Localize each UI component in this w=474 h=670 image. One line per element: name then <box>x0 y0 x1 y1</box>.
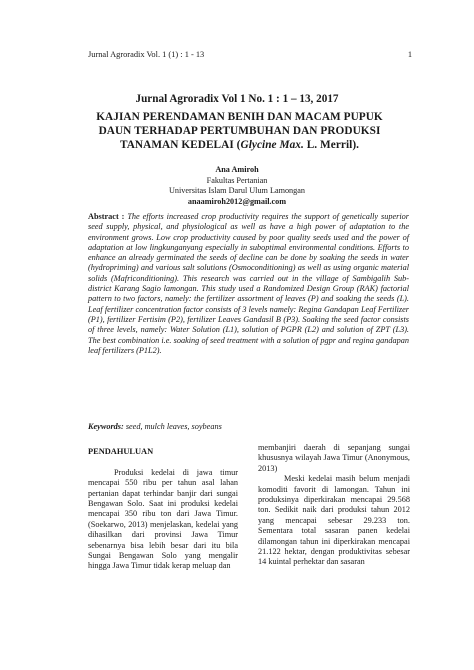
running-header <box>88 50 412 59</box>
keywords-text: seed, mulch leaves, soybeans <box>123 422 222 431</box>
keywords <box>88 422 409 431</box>
abstract-text: The efforts increased crop productivity requires the support of genetically superior seed supply, physical, and physiological as well as have a high power of adaptation to the environment grows. Low crop productivity caused by poor quality seeds used and the power of adaptation at low lingkunganyang especially in suboptimal environmental conditions. Efforts to enhance an already germinated the seeds of decline can be done by soaking the seeds in water (hydropriming) and various salt solutions (Osmoconditioning) as well as using organic material solids (Mafriconditioning). This research was carried out in the village of Sambigalih Sub-district Karang Sagio lamongan. This study used a Randomized Design Group (RAK) factorial pattern to two factors, namely: the fertilizer assortment of leaves (P) and soaking the seeds (L). Leaf fertilizer concentration factor consists of 3 levels namely: Regina Gandapan Leaf Fertilizer (P1), fertilizer Fertisim (P2), fertilizer Leaves Gandasil B (P3). Soaking the seed factor consists of three levels, namely: Water Solution (L1), solution of PGPR (L2) and solution of ZPT (L3). The best combination i.e. soaking of seed treatment with a solution of pgpr and regina gandapan leaf fertilizers (P1L2). <box>88 212 409 355</box>
author-faculty: Fakultas Pertanian <box>206 175 268 185</box>
author-university: Universitas Islam Darul Ulum Lamongan <box>169 186 305 196</box>
body-paragraph: Meski kedelai masih belum menjadi komoditi favorit di lamongan. Tahun ini produksinya diperkirakan mencapai 29.568 ton. Sedikit naik dari produksi tahun 2012 yang mencapai sebesar 29.233 ton. Sementara total sasaran panen kedelai dilamongan tahun ini diperkirakan mencapai 21.122 hektar, dengan produktivitas sebesar 14 kuintal perhektar dan sasaran <box>258 474 410 567</box>
author-block <box>0 165 474 207</box>
left-column <box>88 447 238 572</box>
author-email: anaamiroh2012@gmail.com <box>187 196 287 206</box>
body-paragraph-continued: membanjiri daerah di sepanjang sungai khususnya wilayah Jawa Timur (Anonymous, 2013) <box>258 443 410 473</box>
title-main: KAJIAN PERENDAMAN BENIH DAN MACAM PUPUK DAUN TERHADAP PERTUMBUHAN DAN PRODUKSI TANAMAN KEDELAI ( <box>96 111 383 152</box>
abstract-label: Abstract : <box>88 212 125 221</box>
author-name: Ana Amiroh <box>215 165 259 174</box>
journal-volume-line: Jurnal Agroradix Vol 1 No. 1 : 1 – 13, 2017 <box>135 93 339 105</box>
keywords-label: Keywords: <box>88 422 124 431</box>
title-suffix: L. Merril). <box>303 139 360 152</box>
paper-title <box>92 110 387 153</box>
title-latin-name: Glycine Max. <box>240 139 304 152</box>
abstract <box>88 212 409 356</box>
journal-reference: Jurnal Agroradix Vol. 1 (1) : 1 - 13 <box>88 50 205 59</box>
right-column <box>258 443 410 568</box>
body-paragraph: Produksi kedelai di jawa timur mencapai 550 ribu per tahun asal lahan pertanian dapat terhindar banjir dari sungai Bengawan Solo. Saat ini produksi kedelai mencapai 350 ribu ton dari Jawa Timur. (Soekarwo, 2013) menjelaskan, kedelai yang dihasilkan dari provinsi Jawa Timur sebenarnya bisa lebih besar dari itu bila Sungai Bengawan Solo yang mengalir hingga Jawa Timur tidak kerap meluap dan <box>88 467 238 571</box>
page-number: 1 <box>407 50 412 59</box>
section-heading: PENDAHULUAN <box>88 447 154 456</box>
